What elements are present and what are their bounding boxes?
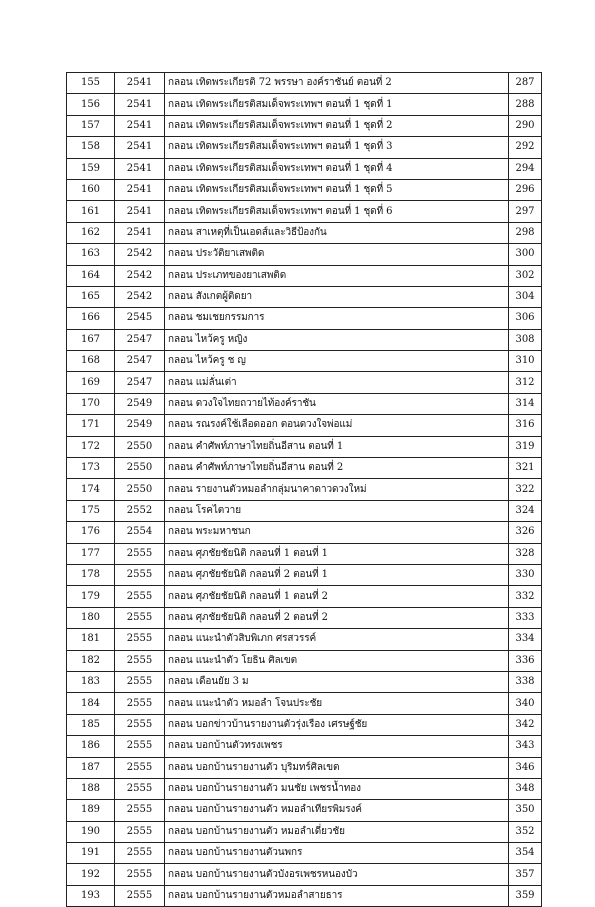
row-page: 316 xyxy=(509,415,542,436)
row-title: กลอน สาเหตุที่เป็นเอดส์และวิธีป้องกัน xyxy=(165,222,509,243)
table-row xyxy=(67,607,542,628)
table-row xyxy=(67,586,542,607)
row-page: 350 xyxy=(509,800,542,821)
row-title: กลอน บอกบ้านรายงานตัว หมอลำเดี่ยวชัย xyxy=(165,821,509,842)
row-number: 175 xyxy=(67,500,115,521)
row-year: 2550 xyxy=(115,436,165,457)
row-title: กลอน บอกบ้านรายงานตัวบังอรเพชรหนองบัว xyxy=(165,864,509,885)
row-year: 2555 xyxy=(115,543,165,564)
row-title: กลอน ประวัติยาเสพติด xyxy=(165,244,509,265)
table-row xyxy=(67,714,542,735)
row-year: 2555 xyxy=(115,800,165,821)
row-page: 292 xyxy=(509,137,542,158)
row-number: 189 xyxy=(67,800,115,821)
row-year: 2555 xyxy=(115,778,165,799)
row-title: กลอน รายงานตัวหมอลำกลุ่มนาคาดาวดวงใหม่ xyxy=(165,479,509,500)
row-page: 302 xyxy=(509,265,542,286)
row-page: 332 xyxy=(509,586,542,607)
row-page: 319 xyxy=(509,436,542,457)
row-number: 166 xyxy=(67,308,115,329)
row-number: 161 xyxy=(67,201,115,222)
row-year: 2545 xyxy=(115,308,165,329)
row-page: 304 xyxy=(509,286,542,307)
table-row xyxy=(67,286,542,307)
row-title: กลอน คำศัพท์ภาษาไทยถิ่นอีสาน ตอนที่ 1 xyxy=(165,436,509,457)
row-number: 158 xyxy=(67,137,115,158)
row-year: 2550 xyxy=(115,479,165,500)
row-page: 333 xyxy=(509,607,542,628)
row-year: 2541 xyxy=(115,158,165,179)
table-row xyxy=(67,778,542,799)
row-number: 185 xyxy=(67,714,115,735)
table-row xyxy=(67,179,542,200)
row-page: 326 xyxy=(509,522,542,543)
row-number: 191 xyxy=(67,843,115,864)
row-page: 324 xyxy=(509,500,542,521)
table-row xyxy=(67,864,542,885)
table-row xyxy=(67,308,542,329)
row-year: 2552 xyxy=(115,500,165,521)
row-page: 294 xyxy=(509,158,542,179)
index-table-body xyxy=(67,73,542,907)
row-number: 171 xyxy=(67,415,115,436)
row-page: 357 xyxy=(509,864,542,885)
row-year: 2541 xyxy=(115,115,165,136)
row-number: 186 xyxy=(67,736,115,757)
row-number: 164 xyxy=(67,265,115,286)
row-title: กลอน ไหว้ครู หญิง xyxy=(165,329,509,350)
row-page: 328 xyxy=(509,543,542,564)
table-row xyxy=(67,137,542,158)
row-title: กลอน แนะนำตัวสิบพิเภก ศรสวรรค์ xyxy=(165,629,509,650)
row-page: 288 xyxy=(509,94,542,115)
row-page: 298 xyxy=(509,222,542,243)
row-year: 2555 xyxy=(115,864,165,885)
row-page: 336 xyxy=(509,650,542,671)
row-year: 2541 xyxy=(115,201,165,222)
row-year: 2541 xyxy=(115,73,165,94)
row-title: กลอน แนะนำตัว หมอลำ โจนประชัย xyxy=(165,693,509,714)
row-page: 340 xyxy=(509,693,542,714)
table-row xyxy=(67,885,542,906)
row-year: 2541 xyxy=(115,137,165,158)
table-row xyxy=(67,671,542,692)
row-number: 180 xyxy=(67,607,115,628)
row-year: 2555 xyxy=(115,714,165,735)
row-title: กลอน เทิดพระเกียรติสมเด็จพระเทพฯ ตอนที่ 1 ชุดที่ 1 xyxy=(165,94,509,115)
row-number: 188 xyxy=(67,778,115,799)
row-number: 190 xyxy=(67,821,115,842)
row-year: 2541 xyxy=(115,94,165,115)
row-year: 2555 xyxy=(115,650,165,671)
row-year: 2549 xyxy=(115,393,165,414)
row-title: กลอน เทิดพระเกียรติสมเด็จพระเทพฯ ตอนที่ 1 ชุดที่ 3 xyxy=(165,137,509,158)
row-year: 2550 xyxy=(115,458,165,479)
row-year: 2542 xyxy=(115,265,165,286)
row-number: 163 xyxy=(67,244,115,265)
table-row xyxy=(67,500,542,521)
table-row xyxy=(67,629,542,650)
row-number: 184 xyxy=(67,693,115,714)
table-row xyxy=(67,265,542,286)
row-page: 348 xyxy=(509,778,542,799)
index-table xyxy=(66,72,542,907)
table-row xyxy=(67,372,542,393)
table-row xyxy=(67,351,542,372)
row-number: 176 xyxy=(67,522,115,543)
row-page: 338 xyxy=(509,671,542,692)
row-page: 310 xyxy=(509,351,542,372)
table-row xyxy=(67,522,542,543)
row-number: 178 xyxy=(67,564,115,585)
table-row xyxy=(67,244,542,265)
row-page: 354 xyxy=(509,843,542,864)
row-title: กลอน รณรงค์ใช้เลือดออก ตอนดวงใจพ่อแม่ xyxy=(165,415,509,436)
row-year: 2555 xyxy=(115,586,165,607)
table-row xyxy=(67,222,542,243)
table-row xyxy=(67,458,542,479)
row-title: กลอน ศุภชัยชัยนิติ กลอนที่ 2 ตอนที่ 1 xyxy=(165,564,509,585)
row-title: กลอน บอกบ้านรายงานตัว มนชัย เพชรน้ำทอง xyxy=(165,778,509,799)
table-row xyxy=(67,329,542,350)
table-row xyxy=(67,543,542,564)
row-title: กลอน ไหว้ครู ช ญ xyxy=(165,351,509,372)
row-title: กลอน บอกบ้านตัวทรงเพชร xyxy=(165,736,509,757)
row-number: 169 xyxy=(67,372,115,393)
row-number: 172 xyxy=(67,436,115,457)
row-number: 167 xyxy=(67,329,115,350)
row-page: 321 xyxy=(509,458,542,479)
table-row xyxy=(67,650,542,671)
row-page: 296 xyxy=(509,179,542,200)
row-number: 173 xyxy=(67,458,115,479)
row-number: 192 xyxy=(67,864,115,885)
row-page: 330 xyxy=(509,564,542,585)
row-year: 2555 xyxy=(115,757,165,778)
table-row xyxy=(67,158,542,179)
row-number: 159 xyxy=(67,158,115,179)
row-number: 165 xyxy=(67,286,115,307)
row-number: 179 xyxy=(67,586,115,607)
table-row xyxy=(67,436,542,457)
row-number: 183 xyxy=(67,671,115,692)
table-row xyxy=(67,564,542,585)
row-title: กลอน เดือนยัย 3 ม xyxy=(165,671,509,692)
row-page: 300 xyxy=(509,244,542,265)
row-number: 170 xyxy=(67,393,115,414)
row-title: กลอน แม่ลั่นเต่า xyxy=(165,372,509,393)
row-page: 290 xyxy=(509,115,542,136)
row-year: 2555 xyxy=(115,843,165,864)
row-number: 174 xyxy=(67,479,115,500)
row-year: 2555 xyxy=(115,885,165,906)
row-title: กลอน คำศัพท์ภาษาไทยถิ่นอีสาน ตอนที่ 2 xyxy=(165,458,509,479)
row-number: 177 xyxy=(67,543,115,564)
row-title: กลอน บอกบ้านรายงานตัว หมอลำเทียรพิมรงค์ xyxy=(165,800,509,821)
row-title: กลอน เทิดพระเกียรติสมเด็จพระเทพฯ ตอนที่ 1 ชุดที่ 2 xyxy=(165,115,509,136)
table-row xyxy=(67,415,542,436)
row-page: 352 xyxy=(509,821,542,842)
table-row xyxy=(67,115,542,136)
row-year: 2542 xyxy=(115,286,165,307)
table-row xyxy=(67,800,542,821)
row-title: กลอน ประเภทของยาเสพติด xyxy=(165,265,509,286)
table-row xyxy=(67,73,542,94)
row-title: กลอน แนะนำตัว โยธิน ศิลเขต xyxy=(165,650,509,671)
row-number: 155 xyxy=(67,73,115,94)
row-number: 182 xyxy=(67,650,115,671)
row-title: กลอน ชมเชยกรรมการ xyxy=(165,308,509,329)
row-year: 2555 xyxy=(115,821,165,842)
row-title: กลอน บอกบ้านรายงานตัว บุริมทร์ศิลเขต xyxy=(165,757,509,778)
row-title: กลอน เทิดพระเกียรติสมเด็จพระเทพฯ ตอนที่ 1 ชุดที่ 4 xyxy=(165,158,509,179)
row-title: กลอน ศุภชัยชัยนิติ กลอนที่ 1 ตอนที่ 1 xyxy=(165,543,509,564)
row-page: 297 xyxy=(509,201,542,222)
row-year: 2547 xyxy=(115,372,165,393)
row-year: 2542 xyxy=(115,244,165,265)
table-row xyxy=(67,393,542,414)
row-number: 157 xyxy=(67,115,115,136)
table-row xyxy=(67,736,542,757)
row-year: 2554 xyxy=(115,522,165,543)
row-year: 2547 xyxy=(115,329,165,350)
row-year: 2555 xyxy=(115,564,165,585)
row-title: กลอน ดวงใจไทยถวายไท้องค์ราชัน xyxy=(165,393,509,414)
row-year: 2547 xyxy=(115,351,165,372)
row-year: 2555 xyxy=(115,671,165,692)
row-page: 312 xyxy=(509,372,542,393)
row-title: กลอน โรคไตวาย xyxy=(165,500,509,521)
row-year: 2555 xyxy=(115,736,165,757)
row-page: 343 xyxy=(509,736,542,757)
row-number: 160 xyxy=(67,179,115,200)
row-title: กลอน ศุภชัยชัยนิติ กลอนที่ 1 ตอนที่ 2 xyxy=(165,586,509,607)
row-year: 2541 xyxy=(115,179,165,200)
row-page: 287 xyxy=(509,73,542,94)
row-year: 2549 xyxy=(115,415,165,436)
row-title: กลอน เทิดพระเกียรติสมเด็จพระเทพฯ ตอนที่ 1 ชุดที่ 5 xyxy=(165,179,509,200)
row-page: 342 xyxy=(509,714,542,735)
row-title: กลอน บอกข่าวบ้านรายงานตัวรุ่งเรือง เศรษฐ์ชัย xyxy=(165,714,509,735)
row-number: 193 xyxy=(67,885,115,906)
row-number: 187 xyxy=(67,757,115,778)
table-row xyxy=(67,201,542,222)
table-row xyxy=(67,821,542,842)
row-title: กลอน เทิดพระเกียรติสมเด็จพระเทพฯ ตอนที่ 1 ชุดที่ 6 xyxy=(165,201,509,222)
row-title: กลอน ศุภชัยชัยนิติ กลอนที่ 2 ตอนที่ 2 xyxy=(165,607,509,628)
row-page: 308 xyxy=(509,329,542,350)
table-row xyxy=(67,843,542,864)
row-year: 2555 xyxy=(115,693,165,714)
row-number: 168 xyxy=(67,351,115,372)
row-year: 2555 xyxy=(115,629,165,650)
row-title: กลอน พระมหาชนก xyxy=(165,522,509,543)
row-number: 162 xyxy=(67,222,115,243)
row-title: กลอน สังเกตผู้ติดยา xyxy=(165,286,509,307)
row-number: 181 xyxy=(67,629,115,650)
row-page: 322 xyxy=(509,479,542,500)
row-number: 156 xyxy=(67,94,115,115)
row-title: กลอน บอกบ้านรายงานตัวนพกร xyxy=(165,843,509,864)
table-row xyxy=(67,693,542,714)
row-page: 359 xyxy=(509,885,542,906)
table-row xyxy=(67,757,542,778)
row-year: 2541 xyxy=(115,222,165,243)
row-page: 334 xyxy=(509,629,542,650)
row-year: 2555 xyxy=(115,607,165,628)
row-page: 314 xyxy=(509,393,542,414)
row-page: 346 xyxy=(509,757,542,778)
table-row xyxy=(67,94,542,115)
row-title: กลอน บอกบ้านรายงานตัวหมอลำสายธาร xyxy=(165,885,509,906)
table-row xyxy=(67,479,542,500)
row-title: กลอน เทิดพระเกียรติ 72 พรรษา องค์ราชันย์ ตอนที่ 2 xyxy=(165,73,509,94)
row-page: 306 xyxy=(509,308,542,329)
